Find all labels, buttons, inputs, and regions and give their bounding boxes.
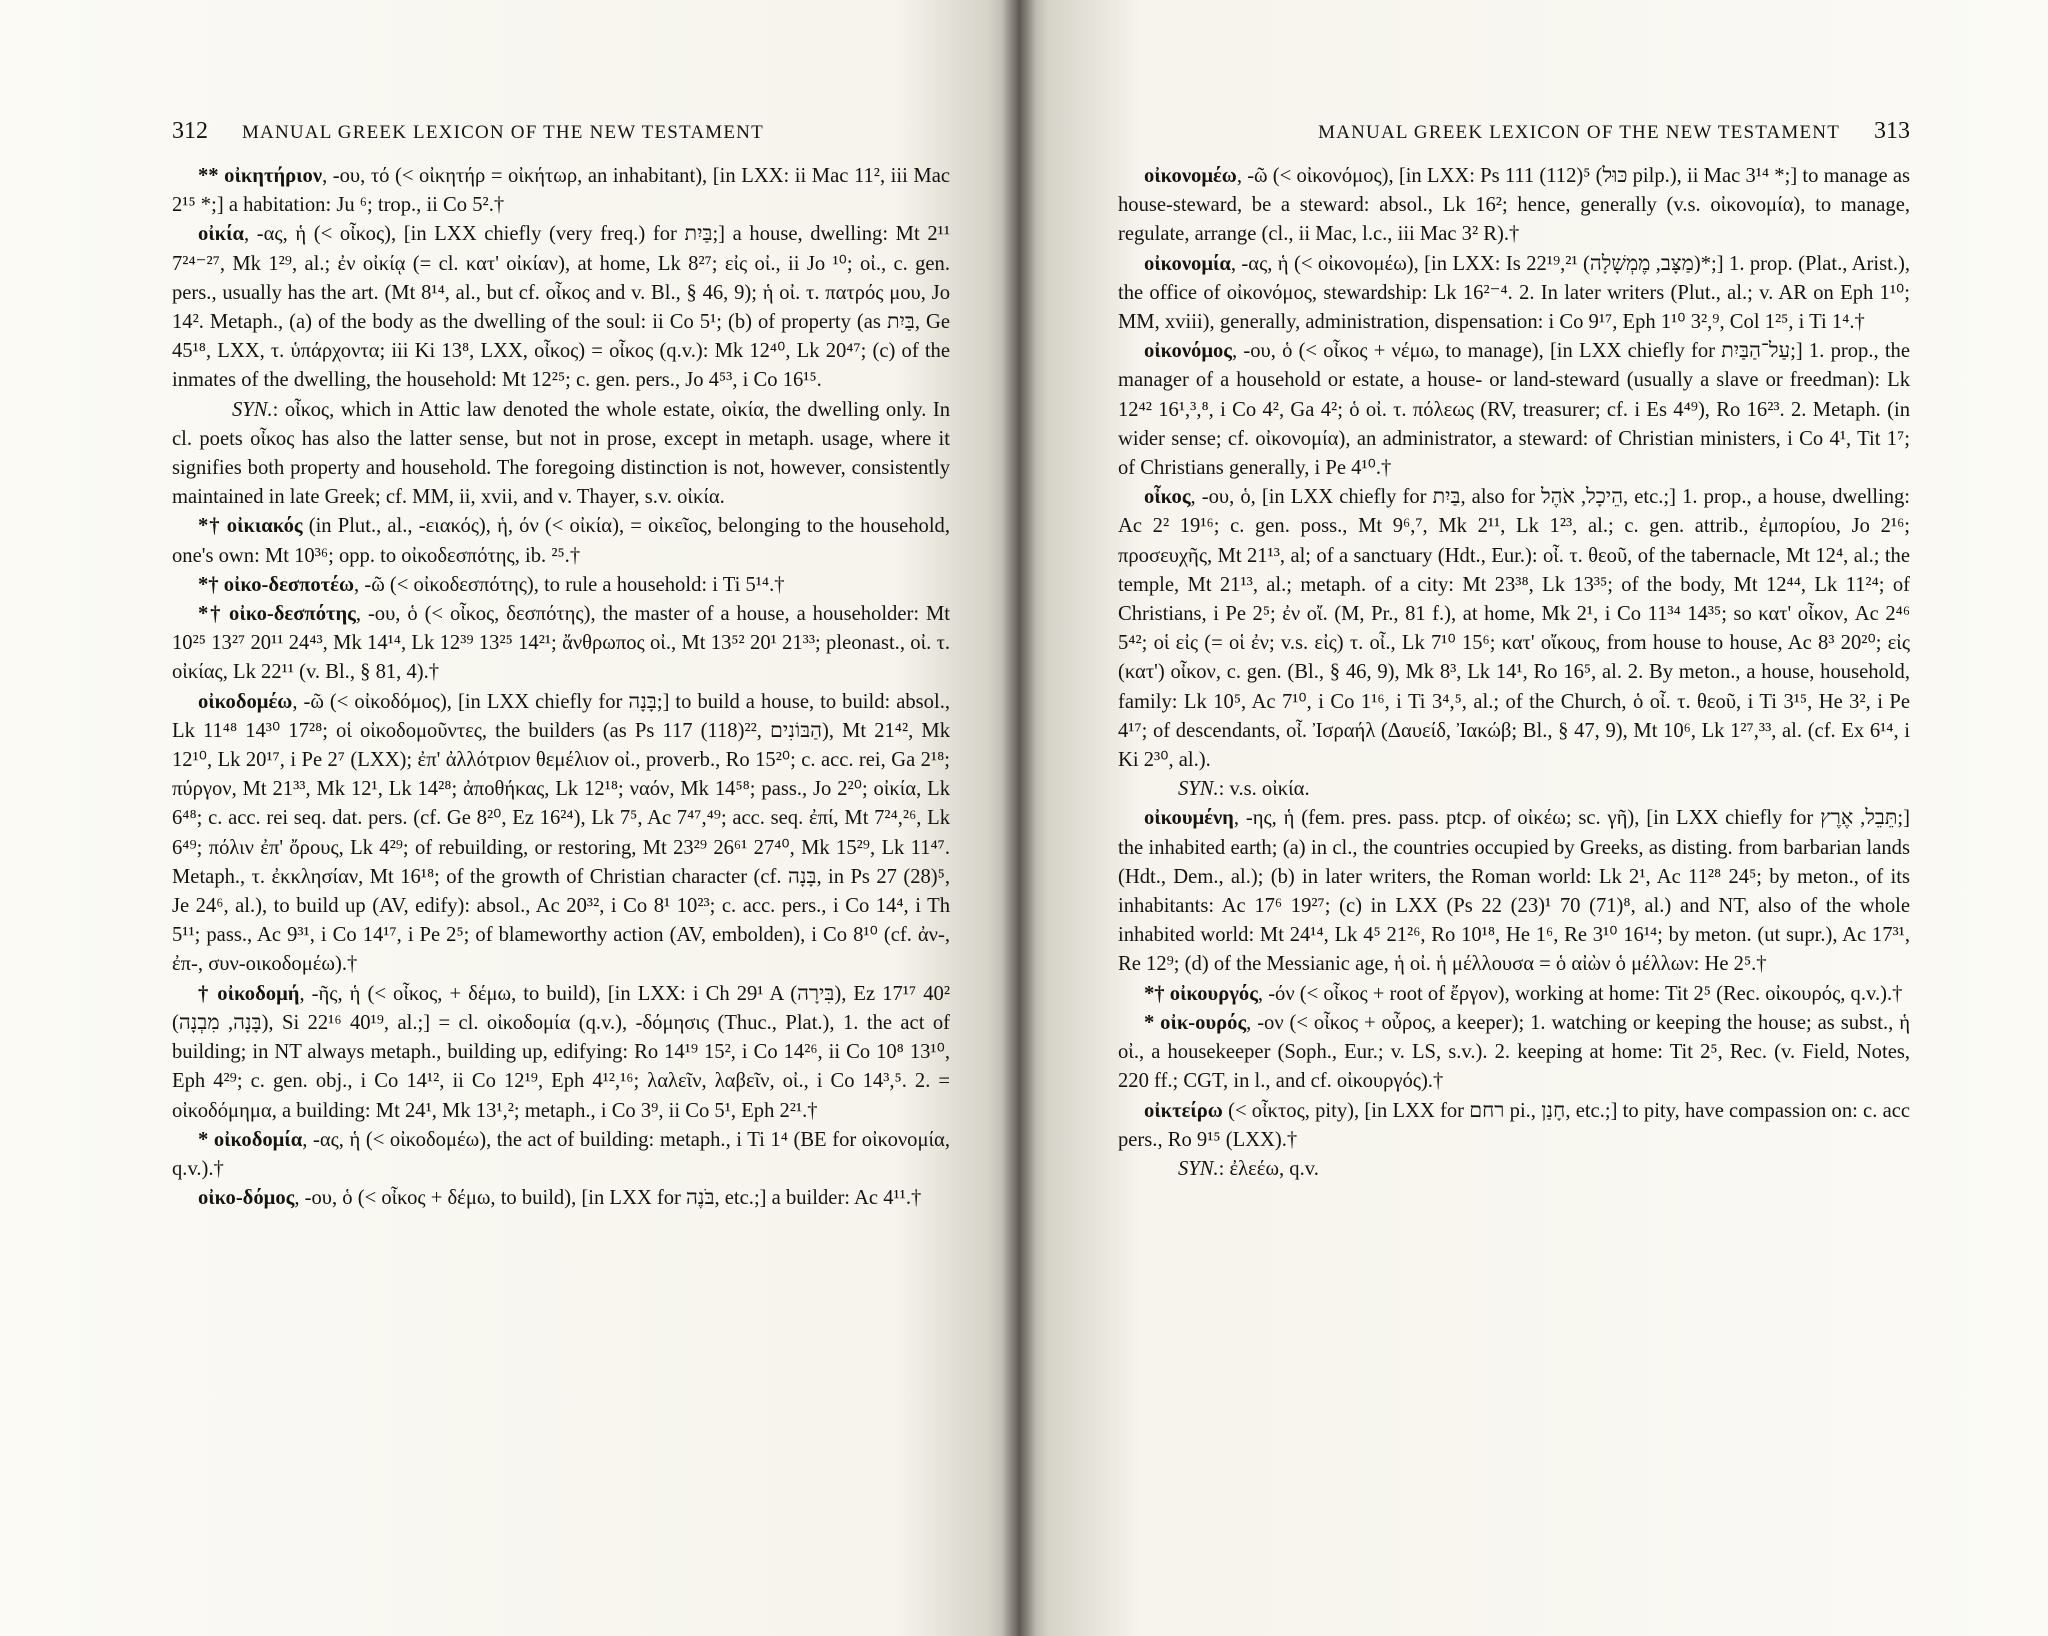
entry-text: , -ας, ἡ (< οἰκονομέω), [in LXX: Is 22¹⁹,²¹ (מַצָּב, מֶמְשָׁלָה)*;] 1. prop. (Plat., Arist.), the office of οἰκονόμος, stewardship: Lk 16²⁻⁴. 2. In later writers (Plut., al.; v. AR on Eph 1¹⁰; MM, xviii), generally, administration, dispensation: i Co 9¹⁷, Eph 1¹⁰ 3²,⁹, Col 1²⁵, i Ti 1⁴.† xyxy=(1118,252,1910,334)
synonym-note xyxy=(172,396,950,513)
entry-text: , -ῶ (< οἰκοδόμος), [in LXX chiefly for בָּנָה;] to build a house, to build: absol., Lk 11⁴⁸ 14³⁰ 17²⁸; οἱ οἰκοδομοῦντες, the builders (as Ps 117 (118)²², הַבּוֹנִים), Mt 21⁴², Mk 12¹⁰, Lk 20¹⁷, i Pe 2⁷ (LXX); ἐπ' ἀλλότριον θεμέλιον οἰ., proverb., Ro 15²⁰; c. acc. rei, Ga 2¹⁸; πύργον, Mt 21³³, Mk 12¹, Lk 14²⁸; ἀποθήκας, Lk 12¹⁸; ναόν, Mk 14⁵⁸; pass., Jo 2²⁰; οἰκία, Lk 6⁴⁸; c. acc. rei seq. dat. pers. (cf. Ge 8²⁰, Ez 16²⁴), Lk 7⁵, Ac 7⁴⁷,⁴⁹; acc. seq. ἐπί, Mt 7²⁴,²⁶, Lk 6⁴⁹; πόλιν ἐπ' ὄρους, Lk 4²⁹; of rebuilding, or restoring, Mt 23²⁹ 26⁶¹ 27⁴⁰, Mk 15²⁹, Lk 11⁴⁷. Metaph., τ. ἐκκλησίαν, Mt 16¹⁸; of the growth of Christian character (cf. בָּנָה, in Ps 27 (28)⁵, Je 24⁶, al.), to build up (AV, edify): absol., Ac 20³², i Co 8¹ 10²³; c. acc. pers., i Co 14⁴, i Th 5¹¹; pass., Ac 9³¹, i Co 14¹⁷, i Pe 2⁵; of blameworthy action (AV, embolden), i Co 8¹⁰ (cf. ἀν-, ἐπ-, συν-οικοδομέω).† xyxy=(172,690,950,976)
entry xyxy=(172,600,950,688)
entry xyxy=(172,1126,950,1184)
headword: * οἰκοδομία xyxy=(198,1128,303,1151)
entry xyxy=(172,220,950,395)
headword: οἰκονόμος xyxy=(1144,340,1232,363)
entry xyxy=(172,512,950,570)
entry xyxy=(172,688,950,980)
headword: οἰκία xyxy=(198,223,244,246)
entry-text: , -ης, ἡ (fem. pres. pass. ptcp. of οἰκέω; sc. γῆ), [in LXX chiefly for תֵּבֵל, אֶרֶץ;] the inhabited earth; (a) in cl., the countries occupied by Greeks, as disting. from barbarian lands (Hdt., Dem., al.); (b) in later writers, the Roman world: Lk 2¹, Ac 11²⁸ 24⁵; by meton., of its inhabitants: Ac 17⁶ 19²⁷; (c) in LXX (Ps 22 (23)¹ 70 (71)⁸, al.) and NT, also of the whole inhabited world: Mt 24¹⁴, Lk 4⁵ 21²⁶, Ro 10¹⁸, He 1⁶, Re 3¹⁰ 16¹⁴; by meton. (ut supr.), Ac 17³¹, Re 12⁹; (d) of the Messianic age, ἡ οἰ. ἡ μέλλουσα = ὁ αἰὼν ὁ μέλλων: He 2⁵.† xyxy=(1118,807,1910,976)
book-gutter xyxy=(1002,0,1036,1636)
headword: οἶκος xyxy=(1144,486,1191,509)
entry-text: (< οἶκτος, pity), [in LXX for רחם pi., חָנַן, etc.;] to pity, have compassion on: c. acc pers., Ro 9¹⁵ (LXX).† xyxy=(1118,1099,1910,1151)
headword: † οἰκοδομή xyxy=(198,982,300,1005)
entry-text: , -ας, ἡ (< οἶκος), [in LXX chiefly (very freq.) for בַּיִת;] a house, dwelling: Mt 2¹¹ 7²⁴⁻²⁷, Mk 1²⁹, al.; ἐν οἰκίᾳ (= cl. κατ' οἰκίαν), at home, Lk 8²⁷; εἰς οἰ., ii Jo ¹⁰; οἰ., c. gen. pers., usually has the art. (Mt 8¹⁴, al., but cf. οἶκος and v. Bl., § 46, 9); ἡ οἰ. τ. πατρός μου, Jo 14². Metaph., (a) of the body as the dwelling of the soul: ii Co 5¹; (b) of property (as בַּיִת, Ge 45¹⁸, LXX, τ. ὑπάρχοντα; iii Ki 13⁸, LXX, οἶκος) = οἶκος (q.v.): Mk 12⁴⁰, Lk 20⁴⁷; (c) of the inmates of the dwelling, the household: Mt 12²⁵; c. gen. pers., Jo 4⁵³, i Co 16¹⁵. xyxy=(172,223,950,392)
syn-label: SYN. xyxy=(232,398,273,421)
entry-text: : v.s. οἰκία. xyxy=(1218,778,1310,801)
entry xyxy=(1118,1097,1910,1155)
right-column xyxy=(1118,162,1910,1184)
headword: *† οἰκιακός xyxy=(198,515,303,538)
entry xyxy=(1118,1009,1910,1097)
entry-text: , -ον (< οἶκος + οὖρος, a keeper); 1. watching or keeping the house; as subst., ἡ οἰ., a housekeeper (Soph., Eur.; v. LS, s.v.). 2. keeping at home: Tit 2⁵, Rec. (v. Field, Notes, 220 ff.; CGT, in l., and cf. οἰκουργός).† xyxy=(1118,1011,1910,1093)
right-running-title: MANUAL GREEK LEXICON OF THE NEW TESTAMENT xyxy=(1318,122,1841,143)
entry-text: : οἶκος, which in Attic law denoted the whole estate, οἰκία, the dwelling only. In cl. poets οἶκος has also the latter sense, but not in prose, except in metaph. usage, where it signifies both property and household. The foregoing distinction is not, however, consistently maintained in late Greek; cf. MM, ii, xvii, and v. Thayer, s.v. οἰκία. xyxy=(172,398,950,509)
headword: οἰκονομία xyxy=(1144,252,1231,275)
syn-label: SYN. xyxy=(1178,1157,1219,1180)
entry-text: , -ῶ (< οἰκονόμος), [in LXX: Ps 111 (112)⁵ (כּוּל pilp.), ii Mac 3¹⁴ *;] to manage as house-steward, be a steward: absol., Lk 16²; hence, generally (v.s. οἰκονομία), to manage, regulate, arrange (cl., ii Mac, l.c., iii Mac 3² R).† xyxy=(1118,165,1910,246)
headword: οἰκουμένη xyxy=(1144,807,1234,830)
headword: οἰκτείρω xyxy=(1144,1099,1223,1122)
entry-text: , -ῆς, ἡ (< οἶκος, + δέμω, to build), [in LXX: i Ch 29¹ A (בִּירָה), Ez 17¹⁷ 40² (בָּנָה, מִבְנָה), Si 22¹⁶ 40¹⁹, al.;] = cl. οἰκοδομία (q.v.), -δόμησις (Thuc., Plat.), 1. the act of building; in NT always metaph., building up, edifying: Ro 14¹⁹ 15², i Co 14²⁶, ii Co 10⁸ 13¹⁰, Eph 4²⁹; c. gen. obj., i Co 14¹², ii Co 12¹⁹, Eph 4¹²,¹⁶; λαλεῖν, λαβεῖν, οἰ., i Co 14³,⁵. 2. = οἰκοδόμημα, a building: Mt 24¹, Mk 13¹,²; metaph., i Co 3⁹, ii Co 5¹, Eph 2²¹.† xyxy=(172,982,950,1122)
entry-text: (in Plut., al., -ειακός), ἡ, όν (< οἰκία), = οἰκεῖος, belonging to the household, one's own: Mt 10³⁶; opp. to οἰκοδεσπότης, ib. ²⁵.† xyxy=(172,515,950,567)
left-running-head xyxy=(172,118,950,145)
left-column xyxy=(172,162,950,1213)
left-page-number: 312 xyxy=(172,118,208,144)
entry-text: , -ου, ὁ, [in LXX chiefly for בַּיִת, also for הֵיכָל, אֹהֶל, etc.;] 1. prop., a house, dwelling: Ac 2² 19¹⁶; c. gen. poss., Mt 9⁶,⁷, Mk 2¹¹, Lk 1²³, al.; c. gen. attrib., ἐμπορίου, Jo 2¹⁶; προσευχῆς, Mt 21¹³, al; of a sanctuary (Hdt., Eur.): οἶ. τ. θεοῦ, of the tabernacle, Mt 12⁴, al.; the temple, Mt 21¹³, al.; metaph. of a city: Mt 23³⁸, Lk 13³⁵; of the body, Mt 12⁴⁴, Lk 11²⁴; of Christians, i Pe 2⁵; ἐν οἴ. (M, Pr., 81 f.), at home, Mk 2¹, i Co 11³⁴ 14³⁵; so κατ' οἶκον, Ac 2⁴⁶ 5⁴²; οἱ εἰς (= οἱ ἐν; v.s. εἰς) τ. οἶ., Lk 7¹⁰ 15⁶; κατ' οἴκους, from house to house, Ac 8³ 20²⁰; εἰς (κατ') οἶκον, c. gen. (Bl., § 46, 9), Mk 8³, Lk 14¹, Ro 16⁵, al. 2. By meton., a house, household, family: Lk 10⁵, Ac 7¹⁰, i Co 1¹⁶, i Ti 3⁴,⁵, al.; of the Church, ὁ οἶ. τ. θεοῦ, i Ti 3¹⁵, He 3², i Pe 4¹⁷; of descendants, οἶ. Ἰσραήλ (Δαυείδ, Ἰακώβ; Bl., § 47, 9), Mt 10⁶, Lk 1²⁷,³³, al. (cf. Ex 6¹⁴, i Ki 2³⁰, al.). xyxy=(1118,486,1911,772)
entry-text: , -ου, ὁ (< οἶκος, δεσπότης), the master of a house, a householder: Mt 10²⁵ 13²⁷ 20¹¹ 24⁴³, Mk 14¹⁴, Lk 12³⁹ 13²⁵ 14²¹; ἄνθρωπος οἰ., Mt 13⁵² 20¹ 21³³; pleonast., οἰ. τ. οἰκίας, Lk 22¹¹ (v. Bl., § 81, 4).† xyxy=(172,603,951,684)
entry xyxy=(1118,483,1910,775)
headword: ** οἰκητήριον xyxy=(198,165,323,187)
left-running-title: MANUAL GREEK LEXICON OF THE NEW TESTAMENT xyxy=(241,122,764,143)
headword: *† οἰκουργός xyxy=(1144,982,1258,1005)
entry xyxy=(1118,162,1910,250)
entry xyxy=(172,1184,950,1213)
headword: * οἰκ-ουρός xyxy=(1144,1011,1247,1034)
right-page-number: 313 xyxy=(1874,118,1910,144)
entry-text: : ἐλεέω, q.v. xyxy=(1218,1157,1319,1180)
synonym-note xyxy=(1118,1155,1910,1184)
entry xyxy=(172,980,950,1126)
entry xyxy=(172,571,950,600)
entry xyxy=(1118,804,1910,979)
entry xyxy=(1118,250,1910,338)
right-running-head xyxy=(1178,118,1910,145)
entry xyxy=(1118,980,1910,1009)
headword: οἰκοδομέω xyxy=(198,690,293,713)
left-page xyxy=(0,0,1018,1636)
entry xyxy=(1118,337,1910,483)
entry-text: , -ου, τό (< οἰκητήρ = οἰκήτωρ, an inhabitant), [in LXX: ii Mac 11², iii Mac 2¹⁵ *;] a habitation: Ju ⁶; trop., ii Co 5².† xyxy=(172,165,950,217)
entry-text: , -ας, ἡ (< οἰκοδομέω), the act of building: metaph., i Ti 1⁴ (BE for οἰκονομία, q.v.).† xyxy=(172,1128,950,1180)
entry-text: , -ου, ὁ (< οἶκος + δέμω, to build), [in LXX for בֹּנֶה, etc.;] a builder: Ac 4¹¹.† xyxy=(294,1187,922,1210)
syn-label: SYN. xyxy=(1178,778,1219,801)
entry-text: , -όν (< οἶκος + root of ἔργον), working at home: Tit 2⁵ (Rec. οἰκουρός, q.v.).† xyxy=(1257,982,1903,1005)
entry-text: , -ου, ὁ (< οἶκος + νέμω, to manage), [in LXX chiefly for עַל־הַבַּיִת;] 1. prop., the manager of a household or estate, a house- or land-steward (usually a slave or freedman): Lk 12⁴² 16¹,³,⁸, i Co 4², Ga 4²; ὁ οἰ. τ. πόλεως (RV, treasurer; cf. i Es 4⁴⁹), Ro 16²³. 2. Metaph. (in wider sense; cf. οἰκονομία), an administrator, a steward: of Christian ministers, i Co 4¹, Tit 1⁷; of Christians generally, i Pe 4¹⁰.† xyxy=(1118,340,1910,480)
entry xyxy=(172,162,950,220)
headword: *† οἰκο-δεσποτέω xyxy=(198,573,355,596)
right-page xyxy=(1018,0,2048,1636)
entry-text: , -ῶ (< οἰκοδεσπότης), to rule a household: i Ti 5¹⁴.† xyxy=(354,573,785,596)
headword: *† οἰκο-δεσπότης xyxy=(198,603,356,626)
headword: οἰκονομέω xyxy=(1144,165,1237,187)
headword: οἰκο-δόμος xyxy=(198,1187,295,1210)
synonym-note xyxy=(1118,775,1910,804)
